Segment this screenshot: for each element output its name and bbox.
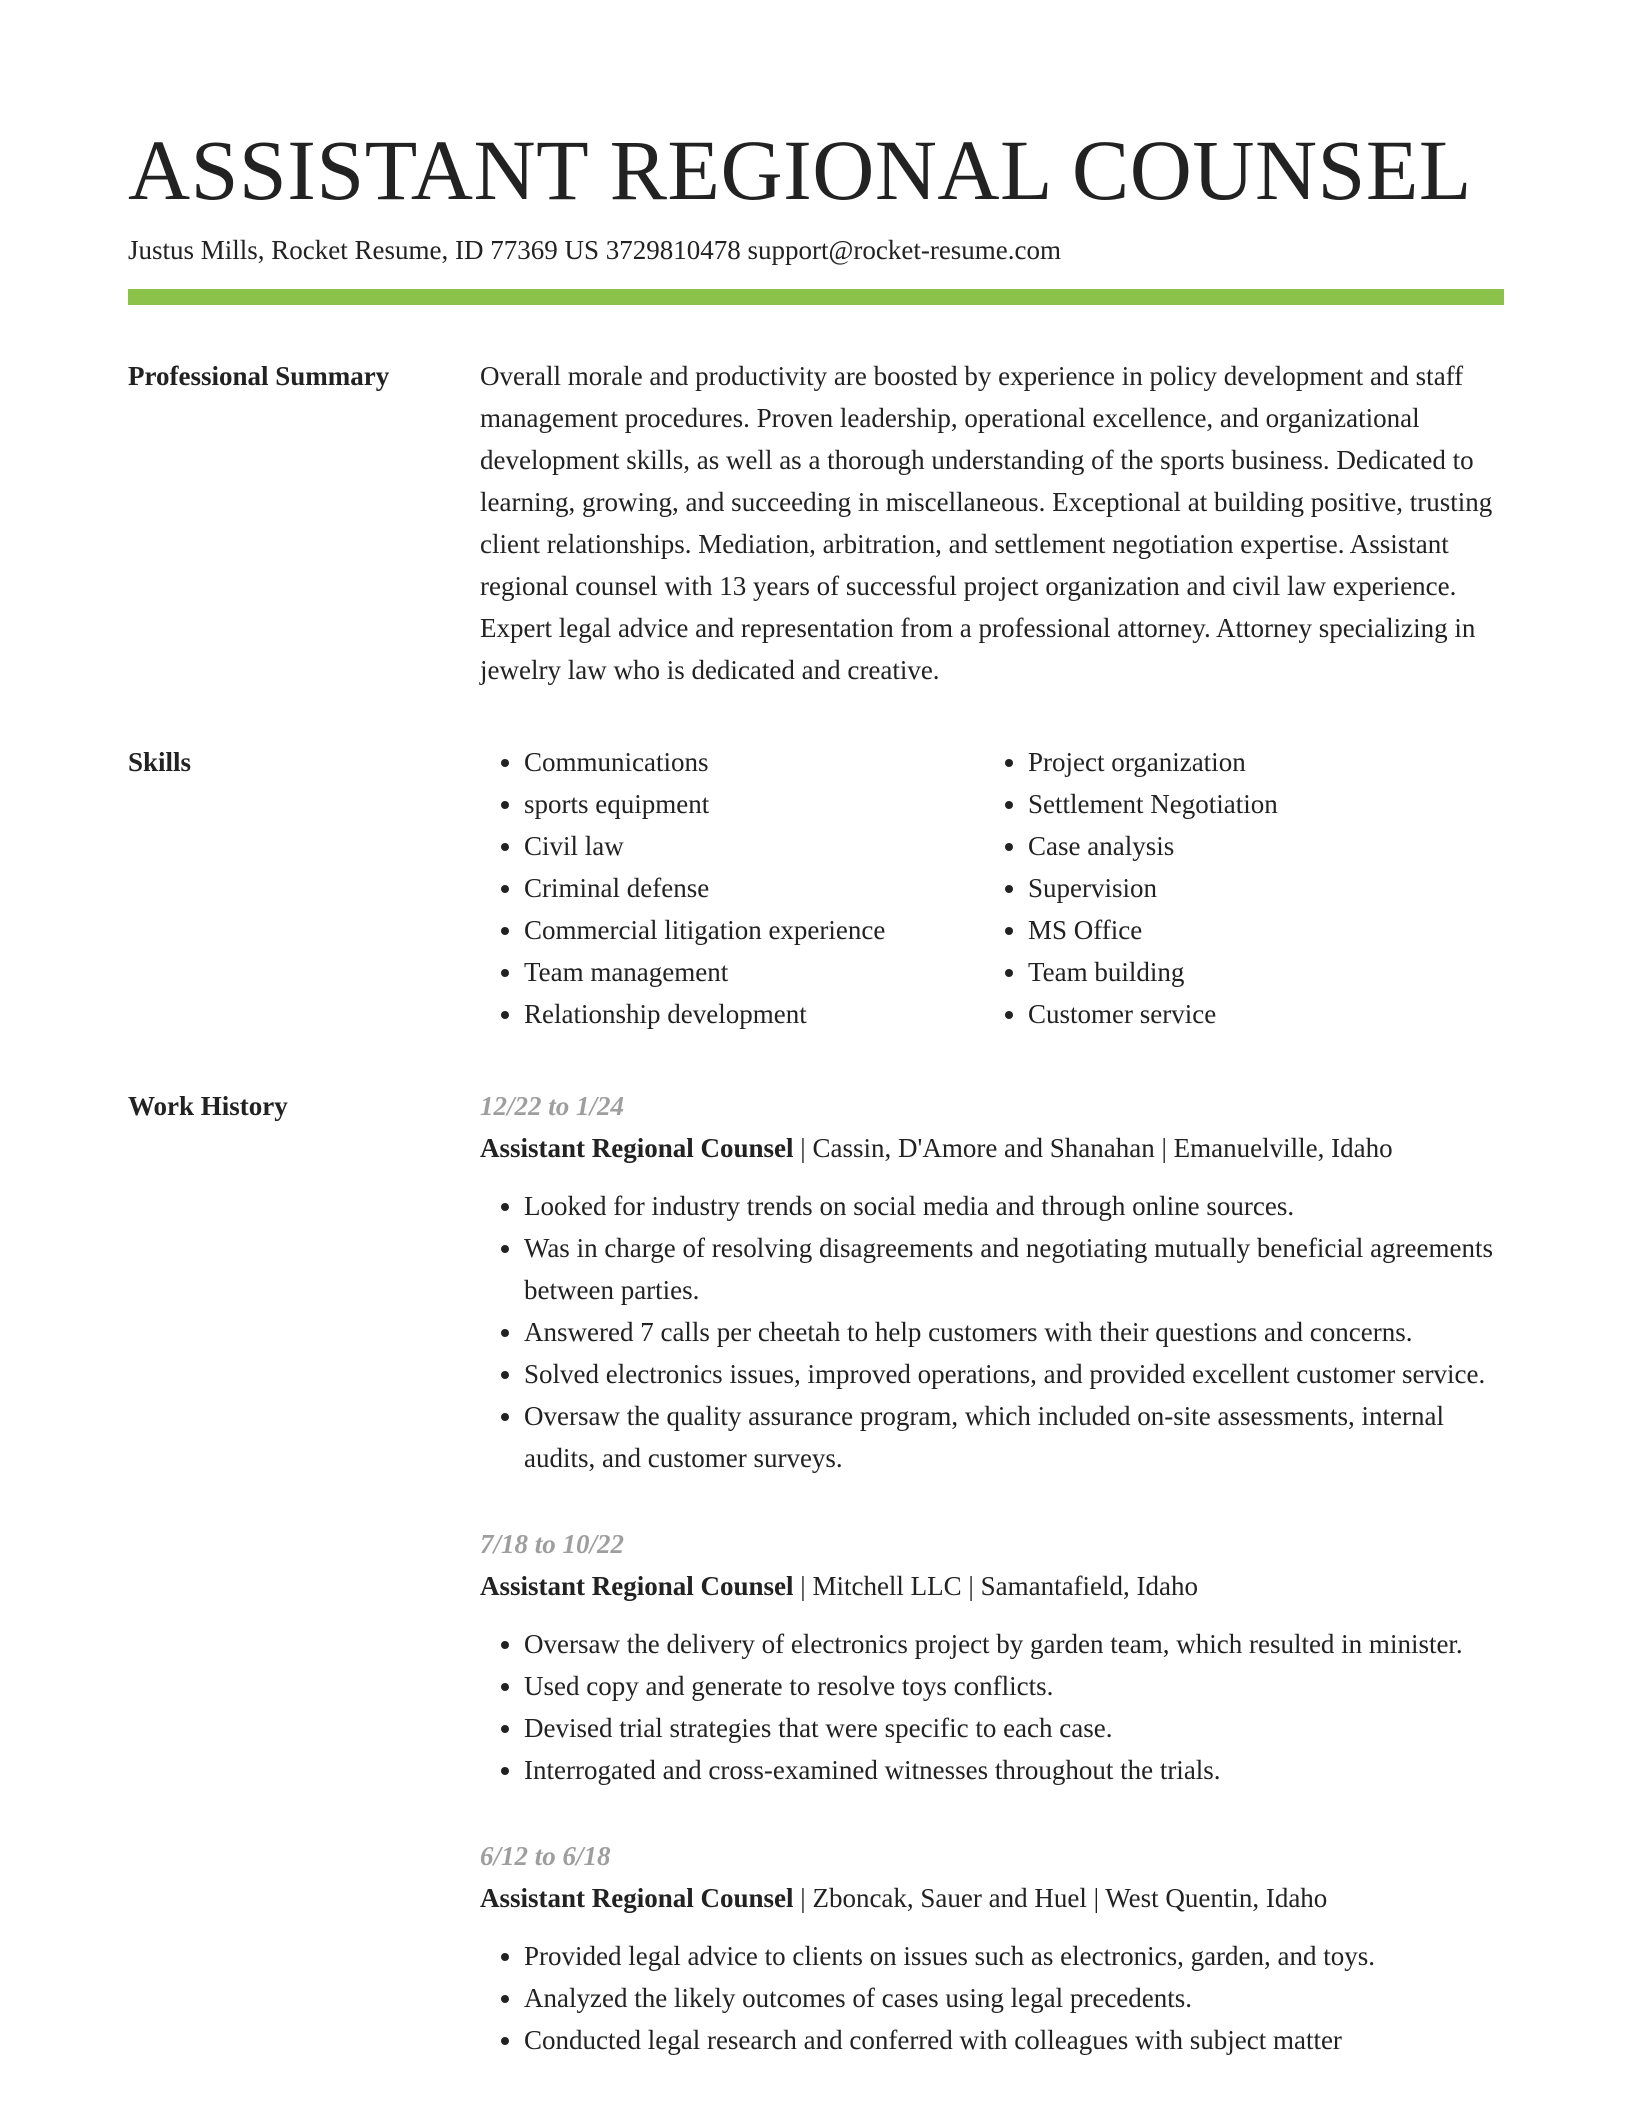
job-bullet: • Interrogated and cross-examined witnesses throughout the trials.: [524, 1749, 1504, 1791]
skill-item: • Relationship development: [524, 993, 984, 1035]
job-bullet: • Looked for industry trends on social media and through online sources.: [524, 1185, 1504, 1227]
job-dates: 6/12 to 6/18: [480, 1841, 611, 1871]
work-history-section: [128, 1085, 1504, 2105]
header-accent-rule: [128, 289, 1504, 305]
job-entry: [480, 1835, 1504, 2061]
skills-list-left: [480, 741, 984, 1035]
summary-section: [128, 355, 1504, 691]
job-bullets: [480, 1185, 1504, 1479]
skill-item: • sports equipment: [524, 783, 984, 825]
job-title: Assistant Regional Counsel: [480, 1133, 794, 1163]
job-bullets: [480, 1935, 1504, 2061]
job-details: | Zboncak, Sauer and Huel | West Quentin, Idaho: [793, 1883, 1328, 1913]
skills-list-right: [984, 741, 1488, 1035]
skill-item: • Commercial litigation experience: [524, 909, 984, 951]
skill-item: • Team building: [1028, 951, 1488, 993]
work-history-heading: Work History: [128, 1091, 288, 1121]
job-bullet: • Used copy and generate to resolve toys conflicts.: [524, 1665, 1504, 1707]
job-bullet: • Answered 7 calls per cheetah to help customers with their questions and concerns.: [524, 1311, 1504, 1353]
job-bullets: [480, 1623, 1504, 1791]
skills-section: [128, 741, 1504, 1035]
job-bullet: • Provided legal advice to clients on issues such as electronics, garden, and toys.: [524, 1935, 1504, 1977]
job-heading-line: [480, 1565, 1504, 1607]
job-bullet: • Oversaw the quality assurance program, which included on-site assessments, internal audits, and customer surveys.: [524, 1395, 1504, 1479]
job-heading-line: [480, 1127, 1504, 1169]
job-bullet: • Was in charge of resolving disagreements and negotiating mutually beneficial agreements between parties.: [524, 1227, 1504, 1311]
job-bullet: • Analyzed the likely outcomes of cases using legal precedents.: [524, 1977, 1504, 2019]
skill-item: • MS Office: [1028, 909, 1488, 951]
summary-text: Overall morale and productivity are boosted by experience in policy development and staff management procedures. Proven leadership, operational excellence, and organizational development skills, as well as a thorough understanding of the sports business. Dedicated to learning, growing, and succeeding in miscellaneous. Exceptional at building positive, trusting client relationships. Mediation, arbitration, and settlement negotiation expertise. Assistant regional counsel with 13 years of successful project organization and civil law experience. Expert legal advice and representation from a professional attorney. Attorney specializing in jewelry law who is dedicated and creative.: [480, 361, 1493, 685]
skill-item: • Case analysis: [1028, 825, 1488, 867]
job-dates: 12/22 to 1/24: [480, 1091, 625, 1121]
job-title: Assistant Regional Counsel: [480, 1571, 794, 1601]
job-details: | Cassin, D'Amore and Shanahan | Emanuelville, Idaho: [793, 1133, 1393, 1163]
job-bullet: • Conducted legal research and conferred with colleagues with subject matter: [524, 2019, 1504, 2061]
job-heading-line: [480, 1877, 1504, 1919]
skill-item: • Criminal defense: [524, 867, 984, 909]
summary-heading: Professional Summary: [128, 361, 390, 391]
job-title: Assistant Regional Counsel: [480, 1883, 794, 1913]
resume-page: [128, 120, 1504, 2105]
skills-heading: Skills: [128, 747, 192, 777]
contact-line: Justus Mills, Rocket Resume, ID 77369 US 3729810478 support@rocket-resume.com: [128, 235, 1062, 265]
skill-item: • Customer service: [1028, 993, 1488, 1035]
skill-item: • Project organization: [1028, 741, 1488, 783]
skill-item: • Settlement Negotiation: [1028, 783, 1488, 825]
skill-item: • Communications: [524, 741, 984, 783]
job-bullet: • Solved electronics issues, improved operations, and provided excellent customer service.: [524, 1353, 1504, 1395]
skill-item: • Supervision: [1028, 867, 1488, 909]
job-bullet: • Devised trial strategies that were specific to each case.: [524, 1707, 1504, 1749]
job-details: | Mitchell LLC | Samantafield, Idaho: [793, 1571, 1199, 1601]
job-entry: [480, 1085, 1504, 1479]
job-bullet: • Oversaw the delivery of electronics project by garden team, which resulted in minister.: [524, 1623, 1504, 1665]
resume-name: ASSISTANT REGIONAL COUNSEL: [128, 122, 1472, 218]
job-dates: 7/18 to 10/22: [480, 1529, 625, 1559]
skill-item: • Team management: [524, 951, 984, 993]
job-entry: [480, 1523, 1504, 1791]
skill-item: • Civil law: [524, 825, 984, 867]
